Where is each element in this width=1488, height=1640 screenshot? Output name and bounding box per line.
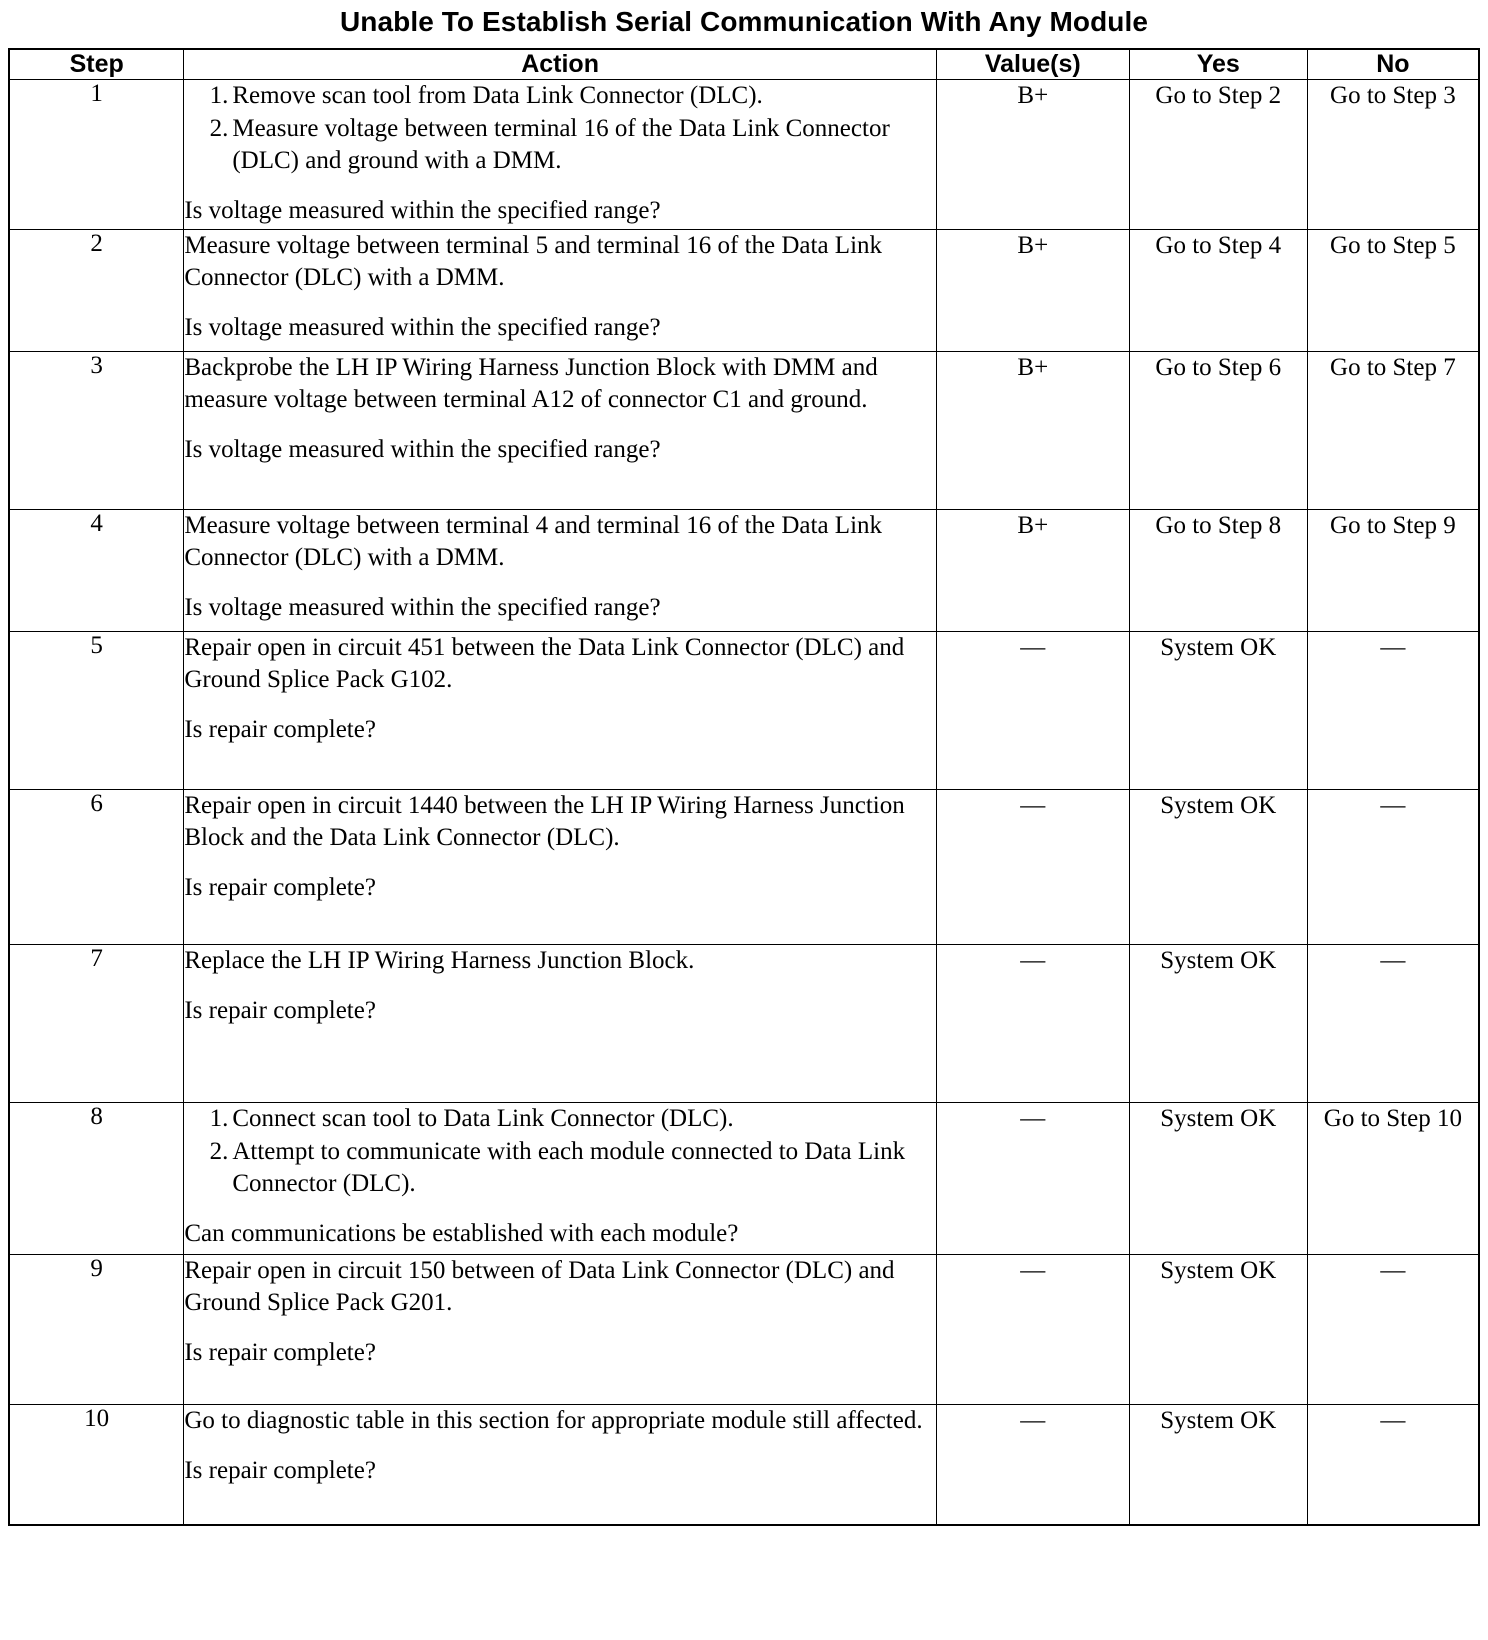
action-step-list: [184, 1103, 935, 1200]
cell-yes: Go to Step 8: [1129, 510, 1307, 632]
cell-yes: Go to Step 2: [1129, 80, 1307, 230]
cell-yes: System OK: [1129, 1103, 1307, 1255]
cell-value: B+: [936, 352, 1129, 510]
cell-no: —: [1307, 790, 1479, 945]
column-header-value: Value(s): [936, 49, 1129, 80]
column-header-no: No: [1307, 49, 1479, 80]
cell-yes: System OK: [1129, 790, 1307, 945]
table-row: [9, 632, 1479, 790]
column-header-step: Step: [9, 49, 184, 80]
cell-step: 8: [9, 1103, 184, 1255]
action-text: Repair open in circuit 451 between the Data Link Connector (DLC) and Ground Splice Pack G102.: [184, 634, 905, 693]
cell-no: —: [1307, 1255, 1479, 1405]
action-question: Is repair complete?: [184, 1457, 376, 1484]
action-text: Go to diagnostic table in this section for appropriate module still affected.: [184, 1407, 923, 1434]
action-question: Is voltage measured within the specified range?: [184, 594, 661, 621]
action-step-item: [184, 80, 935, 112]
cell-value: —: [936, 1103, 1129, 1255]
action-step-number: 1.: [209, 82, 229, 109]
table-header-row: [9, 49, 1479, 80]
cell-yes: System OK: [1129, 632, 1307, 790]
cell-action: [184, 510, 936, 632]
cell-value: —: [936, 945, 1129, 1103]
cell-action: [184, 632, 936, 790]
action-question: Is repair complete?: [184, 874, 376, 901]
action-step-text: Connect scan tool to Data Link Connector (DLC).: [232, 1105, 734, 1132]
cell-action: [184, 790, 936, 945]
cell-value: B+: [936, 80, 1129, 230]
table-header: [9, 49, 1479, 80]
cell-step: 1: [9, 80, 184, 230]
cell-step: 5: [9, 632, 184, 790]
cell-no: —: [1307, 632, 1479, 790]
table-row: [9, 352, 1479, 510]
cell-value: —: [936, 632, 1129, 790]
cell-yes: Go to Step 4: [1129, 230, 1307, 352]
diagnostic-table: [8, 48, 1480, 1526]
cell-value: B+: [936, 230, 1129, 352]
action-text: Replace the LH IP Wiring Harness Junction Block.: [184, 947, 695, 974]
cell-action: [184, 1405, 936, 1525]
action-question: Is voltage measured within the specified range?: [184, 197, 661, 224]
cell-yes: System OK: [1129, 1405, 1307, 1525]
action-text: Measure voltage between terminal 4 and terminal 16 of the Data Link Connector (DLC) with a DMM.: [184, 512, 883, 571]
action-step-item: [184, 113, 935, 177]
action-step-text: Remove scan tool from Data Link Connector (DLC).: [232, 82, 763, 109]
table-row: [9, 1103, 1479, 1255]
action-step-number: 2.: [209, 115, 229, 142]
action-question: Is voltage measured within the specified range?: [184, 314, 661, 341]
cell-step: 9: [9, 1255, 184, 1405]
action-step-item: [184, 1136, 935, 1200]
table-body: [9, 80, 1479, 1525]
cell-value: —: [936, 1255, 1129, 1405]
action-step-number: 2.: [209, 1138, 229, 1165]
cell-step: 6: [9, 790, 184, 945]
table-row: [9, 1405, 1479, 1525]
cell-yes: System OK: [1129, 945, 1307, 1103]
action-text: Backprobe the LH IP Wiring Harness Junction Block with DMM and measure voltage between terminal A12 of connector C1 and ground.: [184, 354, 878, 413]
action-step-list: [184, 80, 935, 177]
cell-yes: System OK: [1129, 1255, 1307, 1405]
action-question: Is voltage measured within the specified range?: [184, 436, 661, 463]
cell-step: 4: [9, 510, 184, 632]
cell-no: Go to Step 9: [1307, 510, 1479, 632]
action-text: Repair open in circuit 1440 between the LH IP Wiring Harness Junction Block and the Data Link Connector (DLC).: [184, 792, 905, 851]
cell-no: Go to Step 3: [1307, 80, 1479, 230]
action-step-text: Attempt to communicate with each module connected to Data Link Connector (DLC).: [232, 1138, 906, 1197]
cell-no: —: [1307, 1405, 1479, 1525]
table-row: [9, 230, 1479, 352]
action-step-item: [184, 1103, 935, 1135]
action-question: Is repair complete?: [184, 716, 376, 743]
cell-action: [184, 1255, 936, 1405]
action-question: Is repair complete?: [184, 997, 376, 1024]
table-row: [9, 510, 1479, 632]
cell-step: 3: [9, 352, 184, 510]
cell-step: 7: [9, 945, 184, 1103]
action-text: Measure voltage between terminal 5 and terminal 16 of the Data Link Connector (DLC) with a DMM.: [184, 232, 883, 291]
cell-action: [184, 945, 936, 1103]
cell-no: Go to Step 7: [1307, 352, 1479, 510]
column-header-action: Action: [184, 49, 936, 80]
cell-no: Go to Step 10: [1307, 1103, 1479, 1255]
table-row: [9, 1255, 1479, 1405]
cell-value: —: [936, 1405, 1129, 1525]
action-question: Can communications be established with each module?: [184, 1220, 739, 1247]
cell-step: 2: [9, 230, 184, 352]
table-row: [9, 790, 1479, 945]
action-step-text: Measure voltage between terminal 16 of the Data Link Connector (DLC) and ground with a DMM.: [232, 115, 890, 174]
cell-action: [184, 230, 936, 352]
cell-step: 10: [9, 1405, 184, 1525]
cell-action: [184, 80, 936, 230]
cell-action: [184, 1103, 936, 1255]
table-row: [9, 945, 1479, 1103]
column-header-yes: Yes: [1129, 49, 1307, 80]
action-text: Repair open in circuit 150 between of Data Link Connector (DLC) and Ground Splice Pack G201.: [184, 1257, 895, 1316]
action-question: Is repair complete?: [184, 1339, 376, 1366]
cell-value: —: [936, 790, 1129, 945]
cell-no: —: [1307, 945, 1479, 1103]
table-row: [9, 80, 1479, 230]
cell-yes: Go to Step 6: [1129, 352, 1307, 510]
cell-no: Go to Step 5: [1307, 230, 1479, 352]
cell-value: B+: [936, 510, 1129, 632]
cell-action: [184, 352, 936, 510]
action-step-number: 1.: [209, 1105, 229, 1132]
page-title: Unable To Establish Serial Communication With Any Module: [339, 6, 1149, 37]
